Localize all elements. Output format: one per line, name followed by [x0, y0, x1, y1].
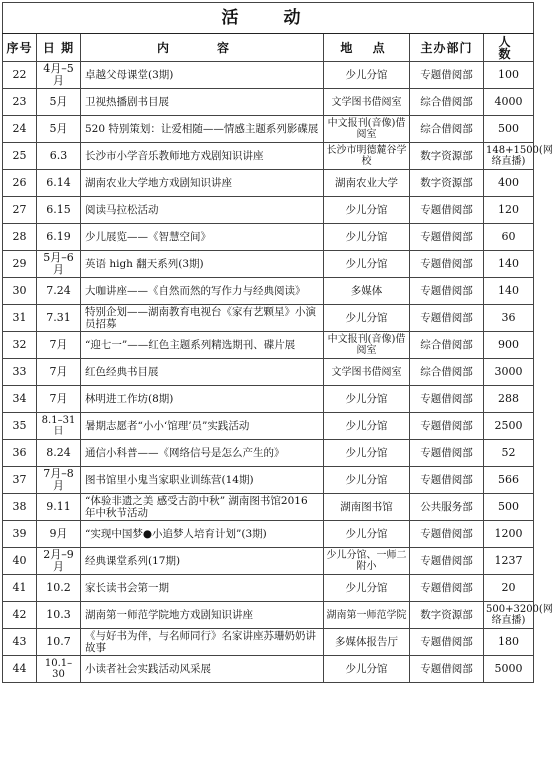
table-row — [3, 197, 534, 224]
cell-index: 29 — [3, 251, 37, 278]
cell-place: 少儿分馆 — [324, 521, 410, 548]
cell-place: 少儿分馆 — [324, 656, 410, 683]
cell-count: 500 — [484, 494, 534, 521]
cell-count: 180 — [484, 629, 534, 656]
cell-index: 32 — [3, 332, 37, 359]
cell-index: 30 — [3, 278, 37, 305]
header-count: 人 数 — [484, 34, 534, 62]
cell-count: 400 — [484, 170, 534, 197]
cell-index: 37 — [3, 467, 37, 494]
cell-count: 52 — [484, 440, 534, 467]
table-row — [3, 278, 534, 305]
cell-content: 少儿展览——《智慧空间》 — [81, 224, 324, 251]
cell-count: 500 — [484, 116, 534, 143]
cell-place: 少儿分馆 — [324, 197, 410, 224]
table-row — [3, 359, 534, 386]
cell-count: 148+1500(网络直播) — [484, 143, 534, 170]
table-row — [3, 170, 534, 197]
header-place: 地 点 — [324, 34, 410, 62]
table-row — [3, 62, 534, 89]
cell-content: 湖南第一师范学院地方戏剧知识讲座 — [81, 602, 324, 629]
cell-place: 湖南第一师范学院 — [324, 602, 410, 629]
header-content: 内 容 — [81, 34, 324, 62]
cell-dept: 专题借阅部 — [410, 521, 484, 548]
cell-count: 60 — [484, 224, 534, 251]
cell-dept: 综合借阅部 — [410, 332, 484, 359]
cell-content: 大咖讲座——《自然而然的写作力与经典阅读》 — [81, 278, 324, 305]
cell-dept: 专题借阅部 — [410, 278, 484, 305]
cell-place: 长沙市明德麓谷学校 — [324, 143, 410, 170]
cell-content: 卫视热播剧书目展 — [81, 89, 324, 116]
cell-count: 4000 — [484, 89, 534, 116]
cell-dept: 专题借阅部 — [410, 305, 484, 332]
cell-count: 3000 — [484, 359, 534, 386]
cell-date: 8.24 — [37, 440, 81, 467]
cell-date: 7月 — [37, 332, 81, 359]
cell-place: 少儿分馆 — [324, 386, 410, 413]
cell-content: 小读者社会实践活动风采展 — [81, 656, 324, 683]
cell-date: 9.11 — [37, 494, 81, 521]
cell-index: 27 — [3, 197, 37, 224]
table-row — [3, 548, 534, 575]
cell-dept: 专题借阅部 — [410, 62, 484, 89]
cell-content: 特别企划——湖南教育电视台《家有艺颗星》小演员招募 — [81, 305, 324, 332]
table-row — [3, 89, 534, 116]
cell-date: 6.14 — [37, 170, 81, 197]
cell-dept: 数字资源部 — [410, 143, 484, 170]
cell-content: 湖南农业大学地方戏剧知识讲座 — [81, 170, 324, 197]
cell-index: 35 — [3, 413, 37, 440]
cell-date: 5月 — [37, 116, 81, 143]
cell-place: 中文报刊(音像)借阅室 — [324, 332, 410, 359]
table-title: 活 动 — [3, 3, 534, 34]
cell-date: 9月 — [37, 521, 81, 548]
cell-dept: 专题借阅部 — [410, 629, 484, 656]
cell-count: 140 — [484, 278, 534, 305]
cell-dept: 数字资源部 — [410, 602, 484, 629]
cell-date: 6.3 — [37, 143, 81, 170]
cell-dept: 专题借阅部 — [410, 224, 484, 251]
cell-content: 卓越父母课堂(3期) — [81, 62, 324, 89]
cell-date: 6.15 — [37, 197, 81, 224]
cell-dept: 专题借阅部 — [410, 197, 484, 224]
table-row — [3, 116, 534, 143]
cell-date: 7月 — [37, 359, 81, 386]
cell-count: 566 — [484, 467, 534, 494]
cell-count: 500+3200(网络直播) — [484, 602, 534, 629]
header-index: 序号 — [3, 34, 37, 62]
cell-place: 少儿分馆 — [324, 413, 410, 440]
cell-content: “体验非遗之美 感受古韵中秋” 湖南图书馆2016 年中秋节活动 — [81, 494, 324, 521]
header-date: 日 期 — [37, 34, 81, 62]
table-row — [3, 224, 534, 251]
table-row — [3, 656, 534, 683]
cell-place: 文学图书借阅室 — [324, 359, 410, 386]
cell-content: 暑期志愿者“小小‘馆理’员”实践活动 — [81, 413, 324, 440]
cell-content: 阅读马拉松活动 — [81, 197, 324, 224]
cell-index: 26 — [3, 170, 37, 197]
cell-count: 2500 — [484, 413, 534, 440]
cell-date: 7.24 — [37, 278, 81, 305]
cell-count: 100 — [484, 62, 534, 89]
cell-place: 少儿分馆 — [324, 251, 410, 278]
table-row — [3, 143, 534, 170]
cell-place: 多媒体报告厅 — [324, 629, 410, 656]
cell-index: 34 — [3, 386, 37, 413]
cell-dept: 专题借阅部 — [410, 251, 484, 278]
cell-content: 《与好书为伴，与名师同行》名家讲座苏珊奶奶讲故事 — [81, 629, 324, 656]
cell-index: 44 — [3, 656, 37, 683]
table-row — [3, 467, 534, 494]
cell-content: 家长读书会第一期 — [81, 575, 324, 602]
cell-place: 湖南农业大学 — [324, 170, 410, 197]
cell-place: 少儿分馆 — [324, 575, 410, 602]
cell-index: 33 — [3, 359, 37, 386]
table-row — [3, 251, 534, 278]
cell-index: 41 — [3, 575, 37, 602]
cell-date: 10.2 — [37, 575, 81, 602]
cell-content: 经典课堂系列(17期) — [81, 548, 324, 575]
cell-index: 42 — [3, 602, 37, 629]
cell-date: 10.1–30 — [37, 656, 81, 683]
table-row — [3, 440, 534, 467]
cell-content: 长沙市小学音乐教师地方戏剧知识讲座 — [81, 143, 324, 170]
cell-count: 1200 — [484, 521, 534, 548]
cell-index: 25 — [3, 143, 37, 170]
table-row — [3, 494, 534, 521]
table-row — [3, 521, 534, 548]
cell-count: 140 — [484, 251, 534, 278]
cell-content: 通信小科普——《网络信号是怎么产生的》 — [81, 440, 324, 467]
cell-place: 湖南图书馆 — [324, 494, 410, 521]
activity-table — [2, 2, 553, 683]
cell-date: 8.1–31日 — [37, 413, 81, 440]
table-row — [3, 602, 534, 629]
table-body — [3, 62, 553, 683]
table-row — [3, 413, 534, 440]
cell-content: “迎七一”——红色主题系列精选期刊、碟片展 — [81, 332, 324, 359]
cell-place: 少儿分馆 — [324, 305, 410, 332]
cell-date: 5月–6月 — [37, 251, 81, 278]
cell-count: 900 — [484, 332, 534, 359]
cell-index: 36 — [3, 440, 37, 467]
cell-index: 40 — [3, 548, 37, 575]
cell-content: 520 特别策划：让爱相随——情感主题系列影碟展 — [81, 116, 324, 143]
cell-index: 23 — [3, 89, 37, 116]
cell-count: 36 — [484, 305, 534, 332]
cell-dept: 专题借阅部 — [410, 440, 484, 467]
cell-count: 5000 — [484, 656, 534, 683]
table-row — [3, 332, 534, 359]
cell-index: 24 — [3, 116, 37, 143]
cell-place: 多媒体 — [324, 278, 410, 305]
cell-index: 31 — [3, 305, 37, 332]
cell-index: 43 — [3, 629, 37, 656]
cell-dept: 公共服务部 — [410, 494, 484, 521]
cell-content: 红色经典书目展 — [81, 359, 324, 386]
cell-date: 2月–9月 — [37, 548, 81, 575]
cell-place: 少儿分馆 — [324, 467, 410, 494]
cell-dept: 专题借阅部 — [410, 467, 484, 494]
cell-date: 7.31 — [37, 305, 81, 332]
cell-content: 林明进工作坊(8期) — [81, 386, 324, 413]
cell-date: 6.19 — [37, 224, 81, 251]
cell-index: 28 — [3, 224, 37, 251]
cell-date: 10.3 — [37, 602, 81, 629]
cell-dept: 专题借阅部 — [410, 413, 484, 440]
cell-date: 7月 — [37, 386, 81, 413]
cell-content: 图书馆里小鬼当家职业训练营(14期) — [81, 467, 324, 494]
cell-index: 39 — [3, 521, 37, 548]
cell-date: 5月 — [37, 89, 81, 116]
activity-table-page — [2, 2, 553, 761]
cell-dept: 综合借阅部 — [410, 116, 484, 143]
cell-date: 4月–5月 — [37, 62, 81, 89]
cell-count: 1237 — [484, 548, 534, 575]
cell-date: 7月–8月 — [37, 467, 81, 494]
cell-date: 10.7 — [37, 629, 81, 656]
cell-place: 少儿分馆 — [324, 440, 410, 467]
cell-dept: 专题借阅部 — [410, 575, 484, 602]
cell-index: 38 — [3, 494, 37, 521]
cell-content: 英语 high 翻天系列(3期) — [81, 251, 324, 278]
cell-count: 288 — [484, 386, 534, 413]
cell-count: 120 — [484, 197, 534, 224]
cell-dept: 专题借阅部 — [410, 548, 484, 575]
cell-place: 文学图书借阅室 — [324, 89, 410, 116]
table-row — [3, 629, 534, 656]
header-dept: 主办部门 — [410, 34, 484, 62]
cell-content: “实现中国梦●小追梦人培育计划”(3期) — [81, 521, 324, 548]
cell-index: 22 — [3, 62, 37, 89]
cell-place: 中文报刊(音像)借阅室 — [324, 116, 410, 143]
cell-dept: 综合借阅部 — [410, 359, 484, 386]
table-row — [3, 386, 534, 413]
table-row — [3, 305, 534, 332]
table-row — [3, 575, 534, 602]
cell-dept: 专题借阅部 — [410, 386, 484, 413]
cell-dept: 综合借阅部 — [410, 89, 484, 116]
cell-count: 20 — [484, 575, 534, 602]
cell-dept: 数字资源部 — [410, 170, 484, 197]
cell-place: 少儿分馆 — [324, 62, 410, 89]
cell-dept: 专题借阅部 — [410, 656, 484, 683]
cell-place: 少儿分馆 — [324, 224, 410, 251]
cell-place: 少儿分馆、一师二附小 — [324, 548, 410, 575]
